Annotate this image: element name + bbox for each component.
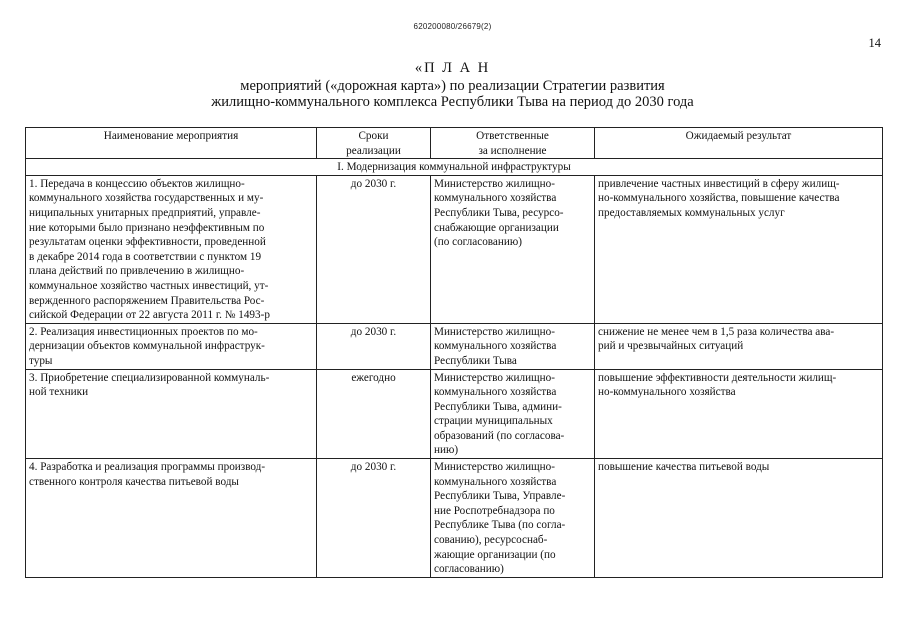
plan-title: «П Л А Н <box>414 60 491 76</box>
responsible-cell-line: коммунального хозяйства <box>434 340 557 353</box>
deadline-cell: до 2030 г. <box>317 175 431 323</box>
expected-result-cell-line: но-коммунального хозяйства, повышение качества <box>598 192 840 205</box>
header-activity-name-text: Наименование мероприятия <box>103 130 239 142</box>
table-row <box>26 175 883 323</box>
activity-name-cell-line: ной техники <box>29 386 89 399</box>
activity-name-cell-line: коммунальное хозяйство частных инвестиций, ут- <box>29 279 269 292</box>
activity-name-cell-line: сийской Федерации от 22 августа 2011 г. № 1493-р <box>29 309 270 322</box>
responsible-cell-line: Министерство жилищно- <box>434 461 555 474</box>
activity-name-cell <box>26 369 317 459</box>
deadline-cell: ежегодно <box>317 369 431 459</box>
expected-result-cell-line: но-коммунального хозяйства <box>598 386 736 399</box>
responsible-cell-line: Республики Тыва, Управле- <box>434 490 566 503</box>
responsible-cell-line: жающие организации (по <box>434 548 556 561</box>
responsible-cell-line: коммунального хозяйства <box>434 386 557 399</box>
responsible-cell-line: страции муниципальных <box>434 415 553 428</box>
expected-result-cell <box>595 175 883 323</box>
activity-name-cell-line: в декабре 2014 года в соответствии с пунктом 19 <box>29 250 262 263</box>
responsible-cell-line: (по согласованию) <box>434 236 522 249</box>
header-responsible-line-1: Ответственные <box>476 130 549 142</box>
responsible-cell-line: согласованию) <box>434 563 504 576</box>
page-number: 14 <box>868 36 881 50</box>
activity-name-cell-line: ниципальных унитарных предприятий, управле- <box>29 206 261 219</box>
responsible-cell-line: образований (по согласова- <box>434 429 565 442</box>
responsible-cell-line: нию) <box>434 444 459 457</box>
expected-result-cell-line: повышение качества питьевой воды <box>598 461 770 474</box>
header-expected-result-text: Ожидаемый результат <box>685 130 792 142</box>
responsible-cell-line: сованию), ресурсоснаб- <box>434 534 548 547</box>
activity-name-cell-line: результатам оценки эффективности, проведенной <box>29 236 266 249</box>
deadline-cell: до 2030 г. <box>317 459 431 578</box>
activity-name-cell-line: ственного контроля качества питьевой воды <box>29 475 239 488</box>
deadline-cell: до 2030 г. <box>317 323 431 369</box>
responsible-cell-line: коммунального хозяйства <box>434 475 557 488</box>
header-responsible <box>431 128 595 159</box>
activity-name-cell-line: 2. Реализация инвестиционных проектов по мо- <box>29 325 258 338</box>
activity-name-cell-line: плана действий по привлечению в жилищно- <box>29 265 245 278</box>
activity-name-cell-line: 3. Приобретение специализированной коммуналь- <box>29 371 270 384</box>
expected-result-cell-line: повышение эффективности деятельности жилищ- <box>598 371 837 384</box>
header-deadline-line-1: Сроки <box>358 130 389 142</box>
responsible-cell-line: Республики Тыва, ресурсо- <box>434 206 564 219</box>
header-deadline-line-2: реализации <box>346 144 401 157</box>
responsible-cell-line: Республики Тыва <box>434 354 517 367</box>
responsible-cell-line: Республике Тыва (по согла- <box>434 519 566 532</box>
expected-result-cell <box>595 459 883 578</box>
activity-name-cell-line: ние которыми было признано неэффективным по <box>29 221 265 234</box>
section-row <box>26 159 883 176</box>
activity-name-cell-line: вержденного распоряжением Правительства Рос- <box>29 294 265 307</box>
responsible-cell-line: Министерство жилищно- <box>434 325 555 338</box>
table-row <box>26 459 883 578</box>
responsible-cell <box>431 459 595 578</box>
expected-result-cell-line: рий и чрезвычайных ситуаций <box>598 340 744 353</box>
responsible-cell-line: коммунального хозяйства <box>434 192 557 205</box>
activity-name-cell-line: туры <box>29 354 53 367</box>
plan-subtitle-line-2: жилищно-коммунального комплекса Республики Тыва на период до 2030 года <box>211 94 694 110</box>
responsible-cell-line: Министерство жилищно- <box>434 371 555 384</box>
responsible-cell-line: ние Роспотребнадзора по <box>434 504 555 517</box>
activity-name-cell-line: 4. Разработка и реализация программы производ- <box>29 461 266 474</box>
section-title: I. Модернизация коммунальной инфраструктуры <box>26 159 883 176</box>
header-expected-result <box>595 128 883 159</box>
responsible-cell <box>431 323 595 369</box>
activity-name-cell-line: 1. Передача в концессию объектов жилищно- <box>29 177 245 190</box>
expected-result-cell-line: привлечение частных инвестиций в сферу жилищ- <box>598 177 840 190</box>
header-deadline <box>317 128 431 159</box>
roadmap-table <box>25 127 883 578</box>
expected-result-cell <box>595 323 883 369</box>
header-responsible-line-2: за исполнение <box>478 144 547 157</box>
header-activity-name <box>26 128 317 159</box>
table-row <box>26 369 883 459</box>
expected-result-cell-line: предоставляемых коммунальных услуг <box>598 206 785 219</box>
table-row <box>26 323 883 369</box>
activity-name-cell <box>26 459 317 578</box>
activity-name-cell <box>26 323 317 369</box>
activity-name-cell-line: дернизации объектов коммунальной инфраструк- <box>29 340 265 353</box>
responsible-cell-line: снабжающие организации <box>434 221 559 234</box>
table-header-row <box>26 128 883 159</box>
plan-subtitle-line-1: мероприятий («дорожная карта») по реализации Стратегии развития <box>240 78 665 94</box>
responsible-cell-line: Республики Тыва, админи- <box>434 400 562 413</box>
responsible-cell <box>431 175 595 323</box>
document-registration-number: 620200080/26679(2) <box>413 22 492 31</box>
expected-result-cell <box>595 369 883 459</box>
expected-result-cell-line: снижение не менее чем в 1,5 раза количества ава- <box>598 325 835 338</box>
responsible-cell-line: Министерство жилищно- <box>434 177 555 190</box>
activity-name-cell-line: коммунального хозяйства государственных и му- <box>29 192 264 205</box>
responsible-cell <box>431 369 595 459</box>
activity-name-cell <box>26 175 317 323</box>
